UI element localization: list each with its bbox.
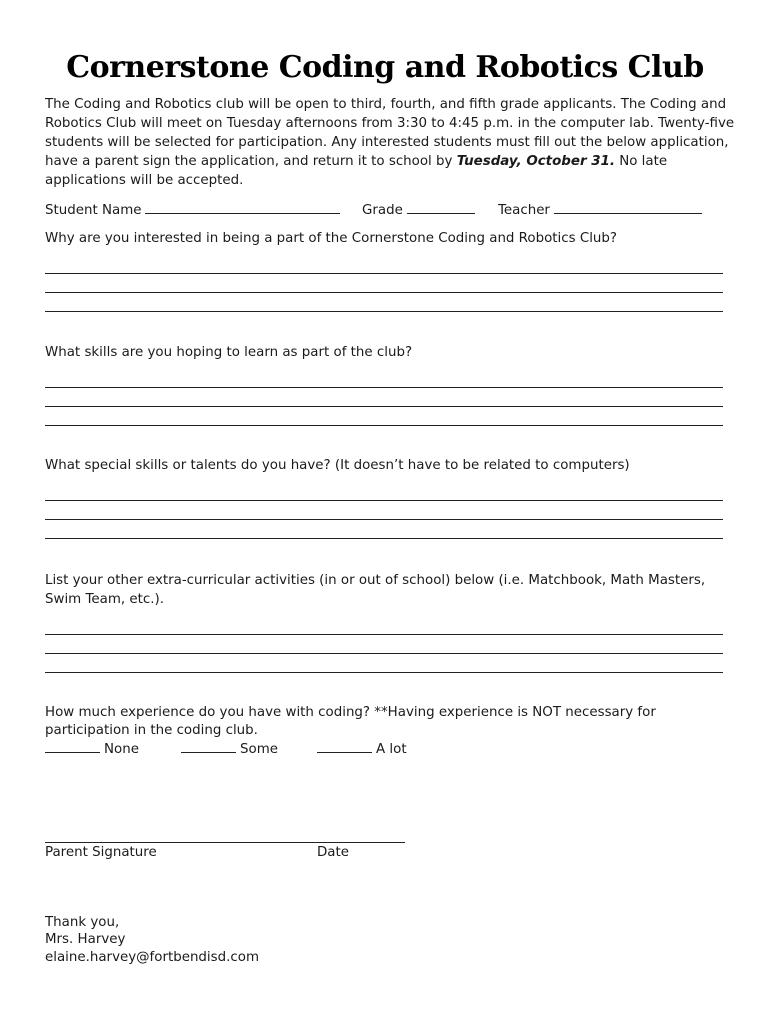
- experience-option-none: [45, 739, 139, 759]
- closing-email: elaine.harvey@fortbendisd.com: [45, 950, 259, 965]
- grade-label: Grade: [362, 203, 403, 218]
- parent-signature-label: Parent Signature: [45, 845, 157, 860]
- student-name-field: [45, 200, 340, 220]
- closing-thanks: Thank you,: [45, 915, 120, 930]
- experience-some-blank[interactable]: [181, 739, 236, 753]
- question-activities-line1: List your other extra-curricular activities (in or out of school) below (i.e. Matchbook, Math Masters,: [45, 573, 706, 588]
- teacher-field: [498, 200, 702, 220]
- experience-a-lot-label: A lot: [376, 742, 407, 757]
- question-skills-learn: What skills are you hoping to learn as part of the club?: [45, 345, 413, 360]
- answer-line[interactable]: [45, 311, 723, 312]
- answer-line[interactable]: [45, 292, 723, 293]
- question-experience-line2: participation in the coding club.: [45, 723, 258, 738]
- experience-a-lot-blank[interactable]: [317, 739, 372, 753]
- answer-line[interactable]: [45, 519, 723, 520]
- answer-line[interactable]: [45, 538, 723, 539]
- answer-line[interactable]: [45, 425, 723, 426]
- teacher-blank[interactable]: [554, 200, 702, 214]
- question-special-skills: What special skills or talents do you have? (It doesn’t have to be related to computers): [45, 458, 630, 473]
- question-experience-line1: How much experience do you have with coding? **Having experience is NOT necessary for: [45, 705, 656, 720]
- closing-name: Mrs. Harvey: [45, 932, 126, 947]
- answer-line[interactable]: [45, 387, 723, 388]
- experience-none-label: None: [104, 742, 139, 757]
- intro-text-end: No late applications will be accepted.: [45, 154, 668, 188]
- answer-line[interactable]: [45, 273, 723, 274]
- answer-line[interactable]: [45, 672, 723, 673]
- experience-option-a-lot: [317, 739, 407, 759]
- student-name-label: Student Name: [45, 203, 142, 218]
- date-label: Date: [317, 845, 350, 860]
- answer-line[interactable]: [45, 500, 723, 501]
- answer-line[interactable]: [45, 653, 723, 654]
- answer-line[interactable]: [45, 406, 723, 407]
- experience-some-label: Some: [240, 742, 278, 757]
- question-interest: Why are you interested in being a part of the Cornerstone Coding and Robotics Club?: [45, 231, 618, 246]
- teacher-label: Teacher: [498, 203, 550, 218]
- grade-field: [362, 200, 475, 220]
- grade-blank[interactable]: [407, 200, 475, 214]
- intro-paragraph: [45, 95, 735, 190]
- experience-option-some: [181, 739, 278, 759]
- page-title: Cornerstone Coding and Robotics Club: [66, 50, 704, 85]
- student-name-blank[interactable]: [145, 200, 340, 214]
- deadline-text: Tuesday, October 31.: [456, 154, 615, 169]
- intro-text: The Coding and Robotics club will be open to third, fourth, and fifth grade applicants. The Coding and Robotics Club will meet on Tuesday afternoons from 3:30 to 4:45 p.m. in the computer lab. Twenty-five students will be selected for participation. Any interested students must fill out the below application, have a parent sign the application, and return it to school by: [45, 97, 735, 169]
- answer-line[interactable]: [45, 634, 723, 635]
- question-activities-line2: Swim Team, etc.).: [45, 592, 164, 607]
- experience-none-blank[interactable]: [45, 739, 100, 753]
